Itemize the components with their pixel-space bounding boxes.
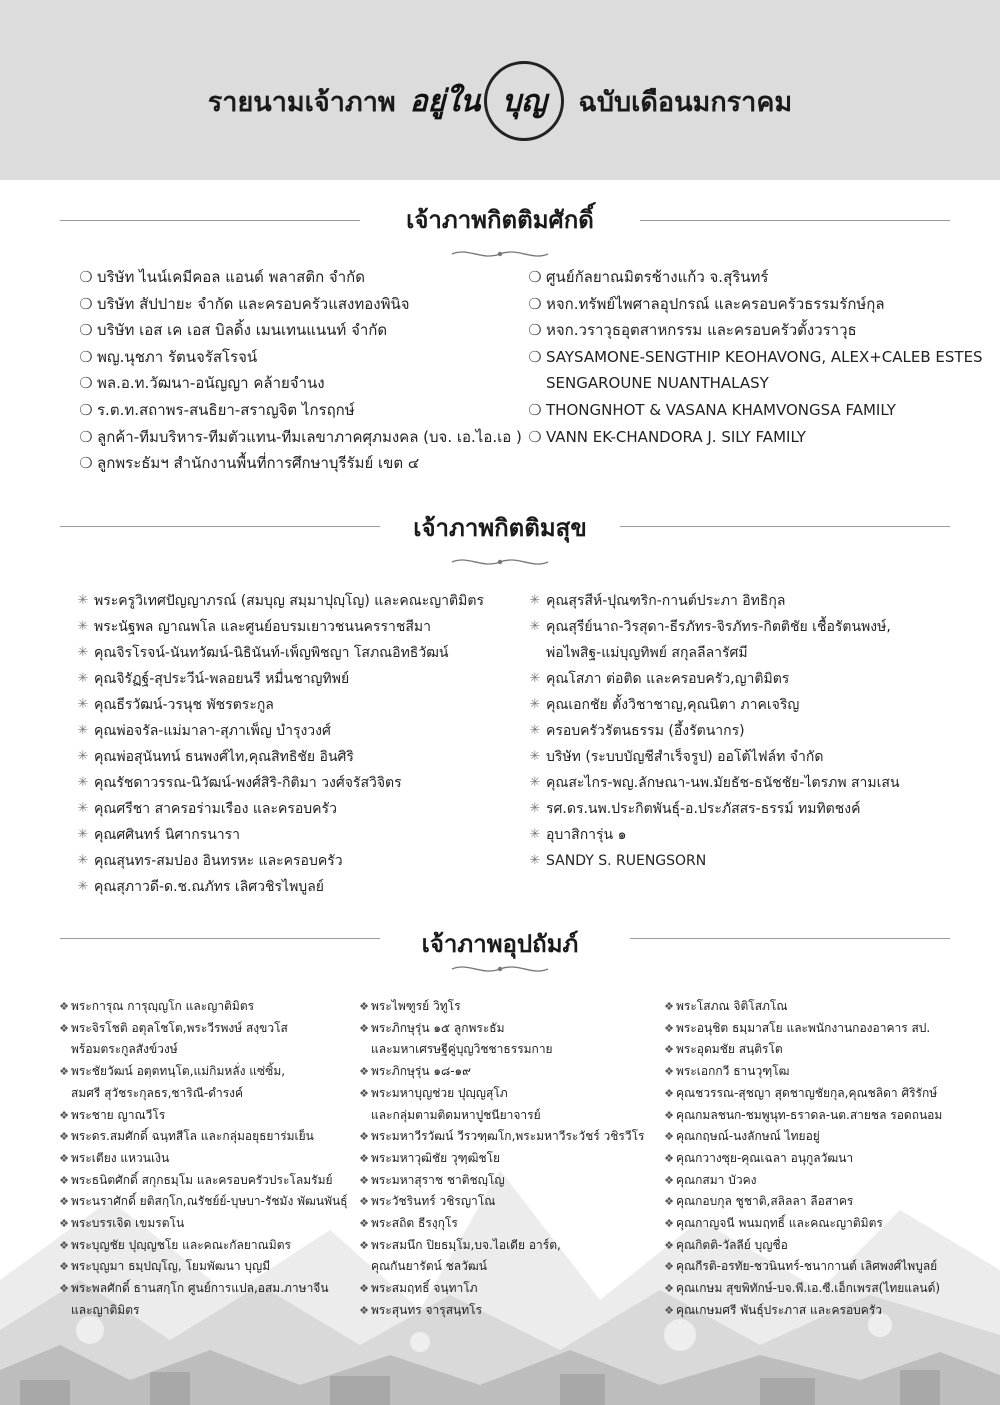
list-item-text: พระมหาสุราช ชาติชญฺโญ	[371, 1172, 505, 1187]
bullet-icon: ❖	[359, 1217, 369, 1231]
happiness-hosts-column-left	[72, 588, 484, 900]
list-item-text: พญ.นุชภา รัตนจรัสโรจน์	[97, 347, 258, 366]
list-item-text: คุณศศินทร์ นิศากรนารา	[94, 827, 241, 843]
divider-line	[620, 526, 950, 527]
list-item	[662, 1018, 942, 1040]
bullet-icon: ❍	[79, 454, 93, 473]
page-header	[0, 56, 1000, 146]
section-title: เจ้าภาพอุปถัมภ์	[421, 930, 579, 958]
bullet-icon: ✳	[77, 697, 89, 712]
list-item	[57, 1256, 348, 1278]
list-item	[662, 1061, 942, 1083]
list-item-text: พระมหาวุฒิชัย วุฑฺฒิชโย	[371, 1150, 501, 1165]
bullet-icon: ❖	[359, 1000, 369, 1013]
bullet-icon: ❖	[59, 1217, 69, 1231]
bullet-icon: ❍	[79, 321, 93, 340]
list-item	[72, 848, 484, 874]
bullet-icon: ❍	[79, 294, 93, 313]
list-item-text: บริษัท สัปปายะ จำกัด และครอบครัวแสงทองพินิจ	[97, 294, 410, 313]
list-item	[524, 344, 983, 397]
bullet-icon: ✳	[529, 749, 541, 764]
bullet-icon: ✳	[77, 879, 89, 894]
list-item-text: พระสุนทร จารุสนฺทโร	[371, 1302, 483, 1317]
bullet-icon: ❖	[359, 1065, 369, 1079]
bullet-icon: ❖	[59, 1130, 69, 1144]
list-item	[72, 796, 484, 822]
list-item-text: คุณเอกชัย ตั้งวิชาชาญ,คุณนิตา ภาคเจริญ	[546, 697, 800, 713]
bullet-icon: ❍	[528, 400, 542, 419]
ornament-icon	[450, 247, 550, 261]
bullet-icon: ❖	[664, 1065, 674, 1079]
list-item-text: พระไพฑูรย์ วิทูโร	[371, 999, 461, 1013]
list-item	[72, 770, 484, 796]
list-item-text: คุณกฤษณ์-นงลักษณ์ ไทยอยู่	[676, 1129, 820, 1144]
list-item	[75, 344, 522, 371]
bullet-icon: ❖	[664, 1217, 674, 1231]
logo-word: อยู่ใน	[409, 83, 481, 119]
list-item-text: คุณกวางซุย-คุณเฉลา อนุกูลวัฒนา	[676, 1150, 854, 1165]
list-item-text: คุณสะไกร-พญ.ลักษณา-นพ.มัยธัช-ธนัชชัย-ไตรภพ สามเสน	[546, 775, 900, 791]
bullet-icon: ❖	[59, 1108, 69, 1122]
list-item	[524, 718, 900, 744]
bullet-icon: ❖	[359, 1282, 369, 1296]
section-title: เจ้าภาพกิตติมศักดิ์	[406, 206, 594, 234]
bullet-icon: ❖	[664, 1260, 674, 1274]
list-item	[524, 291, 983, 318]
bullet-icon: ❍	[79, 400, 93, 419]
list-item	[524, 588, 900, 614]
list-item	[662, 1213, 942, 1235]
bullet-icon: ❖	[59, 1282, 69, 1296]
list-item	[524, 264, 983, 291]
bullet-icon: ✳	[77, 645, 89, 660]
list-item-text: พระบรรเจิด เขมรตโน	[71, 1216, 185, 1231]
list-item	[72, 822, 484, 848]
list-item	[524, 848, 900, 874]
list-item-text: SAYSAMONE-SENGTHIP KEOHAVONG, ALEX+CALEB ESTES SENGAROUNE NUANTHALASY	[546, 347, 983, 393]
list-item-text: พระเอกกวี ธานวุฑฺโฒ	[676, 1064, 790, 1079]
list-item-text: ร.ต.ท.สถาพร-สนธิยา-สราญจิต ไกรฤกษ์	[97, 400, 355, 419]
list-item	[662, 1170, 942, 1192]
divider-line	[60, 526, 380, 527]
ornament-icon	[450, 962, 550, 976]
happiness-hosts-column-right	[524, 588, 900, 874]
list-item-text: บริษัท เอส เค เอส บิลดิ้ง เมนเทนแนนท์ จำกัด	[97, 321, 388, 340]
bullet-icon: ✳	[77, 671, 89, 686]
list-item-text: พระครูวิเทศปัญญาภรณ์ (สมบุญ สมฺมาปุญฺโญ) และคณะญาติมิตร	[94, 593, 484, 609]
list-item	[662, 1256, 942, 1278]
list-item-text: คุณกาญจนี พนมฤทธิ์ และคณะญาติมิตร	[676, 1216, 883, 1231]
list-item	[57, 1278, 348, 1321]
list-item	[524, 666, 900, 692]
list-item-text: คุณกีรติ-อรทัย-ชวนินทร์-ชนากานต์ เลิศพงศ์ไพบูลย์	[676, 1259, 938, 1274]
bullet-icon: ❖	[664, 1108, 674, 1122]
bullet-icon: ❖	[359, 1303, 369, 1317]
list-item	[75, 291, 522, 318]
list-item	[57, 1170, 348, 1192]
bullet-icon: ✳	[77, 775, 89, 790]
bullet-icon: ❖	[59, 1065, 69, 1079]
patron-hosts-column-2	[357, 996, 644, 1322]
list-item	[75, 370, 522, 397]
bullet-icon: ✳	[77, 723, 89, 738]
list-item-text: คุณสุรสีห์-ปุณฑริก-กานต์ประภา อิทธิกุล	[546, 593, 786, 609]
list-item-text: พระบุญชัย ปุญฺญชโย และคณะกัลยาณมิตร	[71, 1237, 291, 1252]
list-item	[75, 264, 522, 291]
bullet-icon: ❖	[359, 1238, 369, 1252]
bullet-icon: ✳	[529, 853, 541, 868]
list-item	[357, 1083, 644, 1126]
section-title: เจ้าภาพกิตติมสุข	[413, 514, 587, 542]
list-item-text: คุณกิตติ-วัลลีย์ บุญชื่อ	[676, 1237, 788, 1252]
list-item	[72, 640, 484, 666]
list-item-text: บริษัท (ระบบบัญชีสำเร็จรูป) ออโต้ไฟล์ท จำกัด	[546, 749, 824, 765]
list-item	[662, 1039, 942, 1061]
header-title-left: รายนามเจ้าภาพ	[207, 86, 396, 118]
bullet-icon: ✳	[529, 775, 541, 790]
divider-line	[640, 220, 950, 221]
list-item-text: พระภิกษุรุ่น ๑๘-๑๙	[371, 1064, 471, 1079]
list-item	[72, 744, 484, 770]
list-item-text: คุณจิรโรจน์-นันทวัฒน์-นิธินันท์-เพ็ญพิชญา โสภณอิทธิวัฒน์	[94, 645, 449, 661]
bullet-icon: ❍	[528, 427, 542, 446]
bullet-icon: ❖	[664, 1238, 674, 1252]
list-item-text: THONGNHOT & VASANA KHAMVONGSA FAMILY	[546, 400, 896, 419]
list-item	[75, 424, 522, 451]
bullet-icon: ✳	[77, 619, 89, 634]
list-item-text: ลูกพระธัมฯ สำนักงานพื้นที่การศึกษาบุรีรัมย์ เขต ๔	[97, 454, 420, 473]
list-item	[357, 1018, 644, 1061]
list-item	[72, 718, 484, 744]
list-item-text: คุณเกษม สุขพิทักษ์-บจ.พี.เอ.ซี.เอ็กเพรส(ไทยแลนด์)	[676, 1281, 941, 1296]
list-item-text: VANN EK-CHANDORA J. SILY FAMILY	[546, 427, 806, 446]
list-item-text: คุณสุรีย์นาถ-วิรสุดา-ธีรภัทร-จิรภัทร-กิตติชัย เชื้อรัตนพงษ์, พ่อไพสิฐ-แม่บุญทิพย์ สกุลลีลารัศมี	[546, 619, 891, 661]
bullet-icon: ❖	[664, 1130, 674, 1144]
bullet-icon: ❍	[79, 347, 93, 366]
bullet-icon: ✳	[77, 827, 89, 842]
list-item	[662, 1126, 942, 1148]
bullet-icon: ❍	[79, 268, 93, 286]
list-item	[72, 692, 484, 718]
magazine-logo	[410, 56, 565, 146]
list-item	[57, 1126, 348, 1148]
bullet-icon: ✳	[529, 593, 541, 608]
divider-line	[630, 938, 950, 939]
bullet-icon: ❍	[528, 321, 542, 340]
list-item-text: ศูนย์กัลยาณมิตรช้างแก้ว จ.สุรินทร์	[546, 268, 769, 286]
bullet-icon: ✳	[529, 697, 541, 712]
list-item-text: พระสถิต ธีรงฺกุโร	[371, 1216, 458, 1231]
bullet-icon: ❖	[59, 1173, 69, 1187]
list-item-text: พระสมฤทธิ์ จนฺทาโภ	[371, 1281, 478, 1296]
list-item-text: พระบุญมา ธมฺปญฺโญ, โยมพัฒนา บุญมี	[71, 1259, 271, 1274]
list-item-text: พระธนิตศักดิ์ สกุกธมฺโม และครอบครัวประโลมรัมย์	[71, 1172, 333, 1187]
list-item-text: คุณพ่อจรัล-แม่มาลา-สุภาเพ็ญ บำรุงวงศ์	[94, 723, 331, 739]
list-item	[57, 1061, 348, 1104]
list-item	[524, 424, 983, 451]
list-item	[72, 588, 484, 614]
bullet-icon: ❖	[664, 1021, 674, 1035]
honorary-hosts-column-right	[524, 264, 983, 450]
list-item-text: คุณชวรรณ-สุชญา สุดชาญชัยกุล,คุณชลิดา ศิริรักษ์	[676, 1085, 938, 1100]
list-item	[357, 1170, 644, 1192]
list-item-text: อุบาสิการุ่น ๑	[546, 827, 627, 843]
list-item	[357, 1235, 644, 1278]
list-item-text: คุณธีรวัฒน์-วรนุช พัชรตระกูล	[94, 697, 274, 713]
list-item-text: ครอบครัวรัตนธรรม (อึ้งรัตนากร)	[546, 723, 745, 739]
patron-hosts-column-3	[662, 996, 942, 1322]
list-item	[75, 317, 522, 344]
list-item-text: พล.อ.ท.วัฒนา-อนัญญา คล้ายจำนง	[97, 374, 325, 393]
list-item	[357, 1126, 644, 1148]
list-item	[57, 1213, 348, 1235]
bullet-icon: ❍	[79, 374, 93, 393]
bullet-icon: ❖	[359, 1130, 369, 1144]
list-item-text: พระสมนึก ปิยธมฺโม,บจ.ไอเดีย อาร์ต, คุณกันยารัตน์ ชลวัฒน์	[371, 1237, 561, 1274]
bullet-icon: ✳	[77, 801, 89, 816]
list-item	[57, 1105, 348, 1127]
list-item-text: พระชัยวัฒน์ อตฺตทนฺโต,แม่กิมหลั่ง แซ่ซิ้ม, สมศรี สุวัชระกุลธร,ชาริณี-ดำรงค์	[71, 1064, 286, 1100]
list-item-text: หจก.ทรัพย์ไพศาลอุปกรณ์ และครอบครัวธรรมรักษ์กุล	[546, 294, 885, 313]
list-item-text: คุณพ่อสุนันทน์ ธนพงศ์ไท,คุณสิทธิชัย อินศิริ	[94, 749, 354, 765]
list-item-text: พระนราศักดิ์ ยติสกฺโก,ณรัชย์ย์-บุษบา-รัชมัง พัฒนพันธุ์	[71, 1194, 348, 1209]
bullet-icon: ✳	[529, 723, 541, 738]
list-item-text: พระวัชรินทร์ วชิรญาโณ	[371, 1194, 496, 1209]
list-item-text: พระดร.สมศักดิ์ ฉนฺทสีโล และกลุ่มอยุธยาร่มเย็น	[71, 1129, 314, 1144]
logo-circle-text: บุญ	[502, 83, 547, 119]
list-item-text: พระมหาบุญช่วย ปุญฺญสุโภ และกลุ่มตามติดมหาปูชนียาจารย์	[371, 1085, 541, 1122]
list-item	[662, 1235, 942, 1257]
bullet-icon: ❖	[359, 1086, 369, 1100]
bullet-icon: ❖	[664, 1151, 674, 1165]
list-item	[57, 996, 348, 1018]
list-item	[57, 1191, 348, 1213]
bullet-icon: ❖	[664, 1043, 674, 1057]
list-item	[72, 874, 484, 900]
bullet-icon: ❖	[359, 1195, 369, 1209]
list-item-text: บริษัท ไนน์เคมีคอล แอนด์ พลาสติก จำกัด	[97, 268, 365, 286]
list-item-text: หจก.วราวุธอุตสาหกรรม และครอบครัวตั้งวราวุธ	[546, 321, 857, 340]
bullet-icon: ❖	[664, 1173, 674, 1187]
list-item-text: SANDY S. RUENGSORN	[546, 853, 707, 869]
list-item-text: พระจิรโชติ อตุลโชโต,พระวีรพงษ์ สงฺขวโส พร้อมตระกูลสังข์วงษ์	[71, 1020, 288, 1057]
list-item-text: คุณโสภา ต่อติด และครอบครัว,ญาติมิตร	[546, 671, 790, 687]
list-item	[662, 1278, 942, 1300]
list-item-text: คุณกมลชนก-ชมพูนุท-ธราดล-นต.สายชล รอดถนอม	[676, 1107, 943, 1122]
list-item-text: พระภิกษุรุ่น ๑๕ ลูกพระธัม และมหาเศรษฐีคู่บุญวิชชาธรรมกาย	[371, 1020, 553, 1057]
list-item	[57, 1018, 348, 1061]
list-item	[524, 614, 900, 666]
bullet-icon: ❍	[528, 268, 542, 286]
list-item	[662, 1083, 942, 1105]
list-item-text: คุณกอบกุล ชูชาติ,สลิลลา ลือสาคร	[676, 1194, 854, 1209]
bullet-icon: ❖	[59, 1021, 69, 1035]
bullet-icon: ✳	[529, 671, 541, 686]
list-item-text: คุณสุนทร-สมปอง อินทรหะ และครอบครัว	[94, 853, 343, 869]
divider-line	[60, 938, 380, 939]
bullet-icon: ❖	[59, 1260, 69, 1274]
bullet-icon: ❍	[528, 347, 542, 366]
list-item	[357, 1213, 644, 1235]
list-item	[524, 822, 900, 848]
ornament-icon	[450, 555, 550, 569]
list-item	[662, 1105, 942, 1127]
bullet-icon: ❖	[59, 1238, 69, 1252]
honorary-hosts-column-left	[75, 264, 522, 477]
list-item-text: พระพลศักดิ์ ธานสกฺโก ศูนย์การแปล,อสม.ภาษาจีน และญาติมิตร	[71, 1281, 329, 1317]
divider-line	[60, 220, 360, 221]
list-item	[75, 450, 522, 477]
bullet-icon: ❖	[359, 1021, 369, 1035]
list-item	[57, 1235, 348, 1257]
list-item-text: คุณกสมา บัวคง	[676, 1172, 757, 1187]
bullet-icon: ❖	[359, 1151, 369, 1165]
list-item-text: พระชาย ญาณวีโร	[71, 1107, 166, 1122]
list-item-text: คุณเกษมศรี พันธุ์ประภาส และครอบครัว	[676, 1302, 882, 1317]
bullet-icon: ❍	[79, 427, 93, 446]
list-item	[75, 397, 522, 424]
list-item	[524, 692, 900, 718]
list-item-text: พระนัฐพล ญาณพโล และศูนย์อบรมเยาวชนนครราชสีมา	[94, 619, 431, 635]
list-item	[662, 1300, 942, 1322]
list-item	[662, 1148, 942, 1170]
list-item	[662, 1191, 942, 1213]
list-item-text: พระอนุชิต ธมฺมาสโย และพนักงานกองอาคาร สป.	[676, 1020, 931, 1035]
list-item	[357, 1278, 644, 1300]
bullet-icon: ❖	[59, 1000, 69, 1013]
bullet-icon: ❖	[664, 1086, 674, 1100]
list-item-text: ลูกค้า-ทีมบริหาร-ทีมตัวแทน-ทีมเลขาภาคศุภมงคล (บจ. เอ.ไอ.เอ )	[97, 427, 522, 446]
bullet-icon: ❖	[664, 1000, 674, 1013]
bullet-icon: ❖	[664, 1195, 674, 1209]
list-item-text: พระเตียง แหวนเงิน	[71, 1150, 170, 1165]
list-item	[357, 1148, 644, 1170]
bullet-icon: ✳	[77, 853, 89, 868]
bullet-icon: ❖	[664, 1282, 674, 1296]
bullet-icon: ❖	[359, 1173, 369, 1187]
bullet-icon: ❖	[664, 1303, 674, 1317]
list-item-text: คุณรัชดาวรรณ-นิวัฒน์-พงศ์สิริ-กิติมา วงศ์จรัสวิจิตร	[94, 775, 402, 791]
list-item	[524, 770, 900, 796]
bullet-icon: ✳	[529, 619, 541, 634]
list-item	[357, 1300, 644, 1322]
list-item-text: คุณสุภาวดี-ด.ช.ณภัทร เลิศวชิรไพบูลย์	[94, 879, 324, 895]
list-item	[524, 317, 983, 344]
list-item-text: รศ.ดร.นพ.ประกิตพันธุ์-อ.ประภัสสร-ธรรม์ ทมทิตชงค์	[546, 801, 861, 817]
logo-circle	[484, 61, 564, 141]
bullet-icon: ✳	[529, 827, 541, 842]
list-item-text: คุณศรีชา สาครอร่ามเรือง และครอบครัว	[94, 801, 337, 817]
list-item	[357, 1191, 644, 1213]
list-item	[72, 666, 484, 692]
list-item	[357, 1061, 644, 1083]
list-item	[357, 996, 644, 1018]
bullet-icon: ❍	[528, 294, 542, 313]
list-item	[72, 614, 484, 640]
bullet-icon: ❖	[59, 1195, 69, 1209]
list-item	[57, 1148, 348, 1170]
list-item-text: พระอุดมชัย สนฺติรโต	[676, 1042, 783, 1057]
header-title-right: ฉบับเดือนมกราคม	[578, 86, 793, 118]
list-item-text: คุณจิรัฏฐ์-สุประวีน์-พลอยนรี หมื่นชาญทิพย์	[94, 671, 350, 687]
list-item	[524, 796, 900, 822]
bullet-icon: ✳	[77, 749, 89, 764]
bullet-icon: ✳	[529, 801, 541, 816]
list-item	[662, 996, 942, 1018]
list-item	[524, 397, 983, 424]
list-item	[524, 744, 900, 770]
list-item-text: พระมหาวีรวัฒน์ วีรวฑฺฒโก,พระมหาวีระวัชร์ วชิรวีโร	[371, 1129, 645, 1144]
list-item-text: พระการุณ การุญฺญโก และญาติมิตร	[71, 999, 255, 1013]
patron-hosts-column-1	[57, 996, 348, 1322]
list-item-text: พระโสภณ จิติโสภโณ	[676, 999, 788, 1013]
bullet-icon: ✳	[77, 593, 89, 608]
bullet-icon: ❖	[59, 1151, 69, 1165]
